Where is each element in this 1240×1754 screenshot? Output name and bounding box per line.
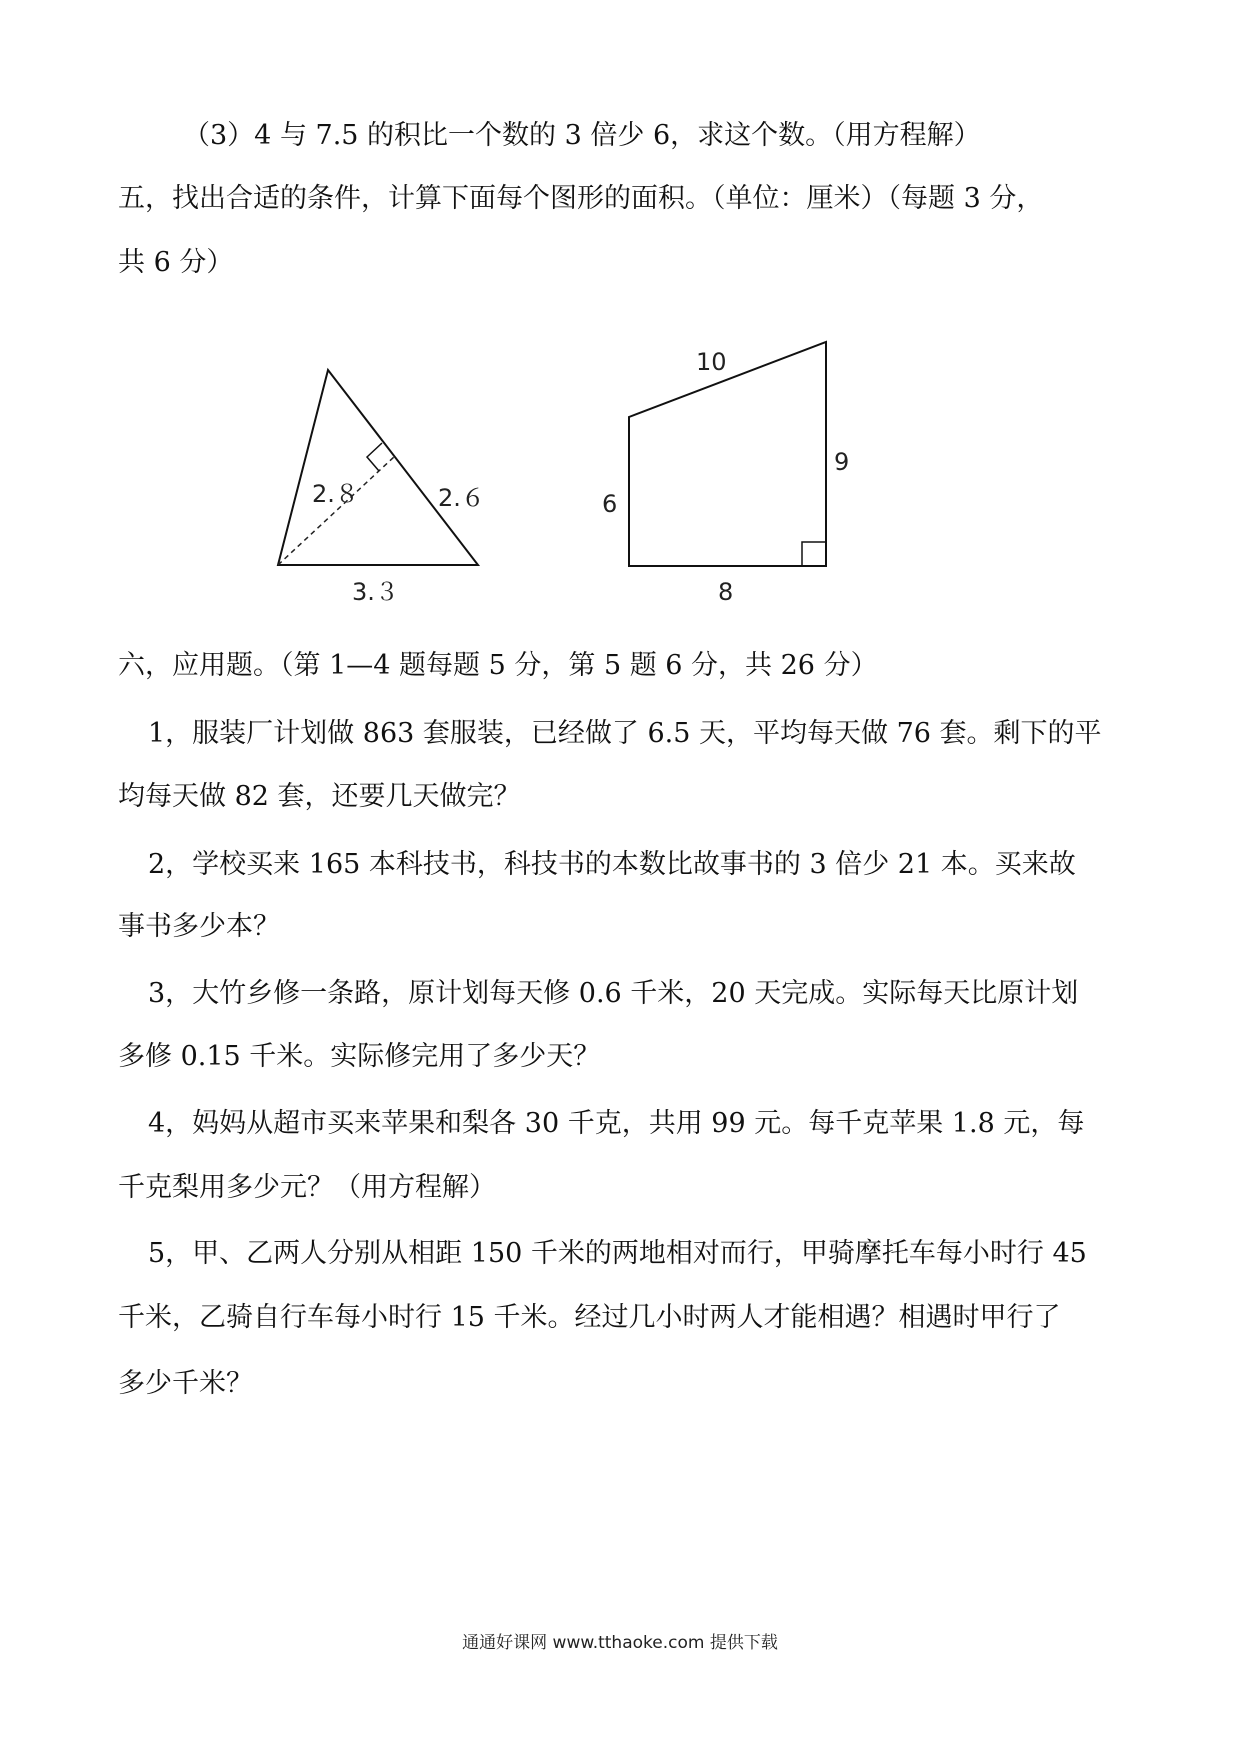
triangle-height-label: 2.８ (312, 480, 359, 508)
page-footer: 通通好课网 www.tthaoke.com 提供下载 (462, 1633, 778, 1653)
problem-5-line-2: 千米，乙骑自行车每小时行 15 千米。经过几小时两人才能相遇？相遇时甲行了 (118, 1302, 1061, 1333)
problem-1-line-2: 均每天做 82 套，还要几天做完？ (118, 781, 521, 812)
problem-2-line-2: 事书多少本？ (118, 911, 280, 942)
trapezoid-bottom-label: 8 (718, 578, 734, 606)
section-5-title-cont: 共 6 分） (118, 247, 234, 278)
problem-5-line-1: 5，甲、乙两人分别从相距 150 千米的两地相对而行，甲骑摩托车每小时行 45 (148, 1238, 1087, 1269)
problem-1-line-1: 1，服装厂计划做 863 套服装，已经做了 6.5 天，平均每天做 76 套。剩下的平 (148, 718, 1102, 749)
problem-3-line-1: 3，大竹乡修一条路，原计划每天修 0.6 千米，20 天完成。实际每天比原计划 (148, 978, 1079, 1009)
problem-4-line-1: 4，妈妈从超市买来苹果和梨各 30 千克，共用 99 元。每千克苹果 1.8 元，每 (148, 1108, 1085, 1139)
trapezoid-figure (602, 342, 849, 606)
problem-4-line-2: 千克梨用多少元？（用方程解） (118, 1172, 496, 1203)
trapezoid-top-label: 10 (696, 348, 727, 376)
problem-2-line-1: 2，学校买来 165 本科技书，科技书的本数比故事书的 3 倍少 21 本。买来故 (148, 849, 1076, 880)
trapezoid-left-label: 6 (602, 490, 618, 518)
triangle-figure (278, 370, 485, 606)
triangle-side-label: 2.６ (438, 484, 485, 512)
question-3: （3）4 与 7.5 的积比一个数的 3 倍少 6，求这个数。（用方程解） (183, 120, 981, 151)
section-5-title: 五，找出合适的条件，计算下面每个图形的面积。（单位：厘米）（每题 3 分， (118, 183, 1044, 214)
triangle-base-label: 3.３ (352, 578, 399, 606)
trapezoid-right-label: 9 (834, 448, 850, 476)
section-6-title: 六，应用题。（第 1—4 题每题 5 分，第 5 题 6 分，共 26 分） (118, 650, 878, 681)
problem-3-line-2: 多修 0.15 千米。实际修完用了多少天？ (118, 1041, 601, 1072)
problem-5-line-3: 多少千米？ (118, 1368, 253, 1399)
